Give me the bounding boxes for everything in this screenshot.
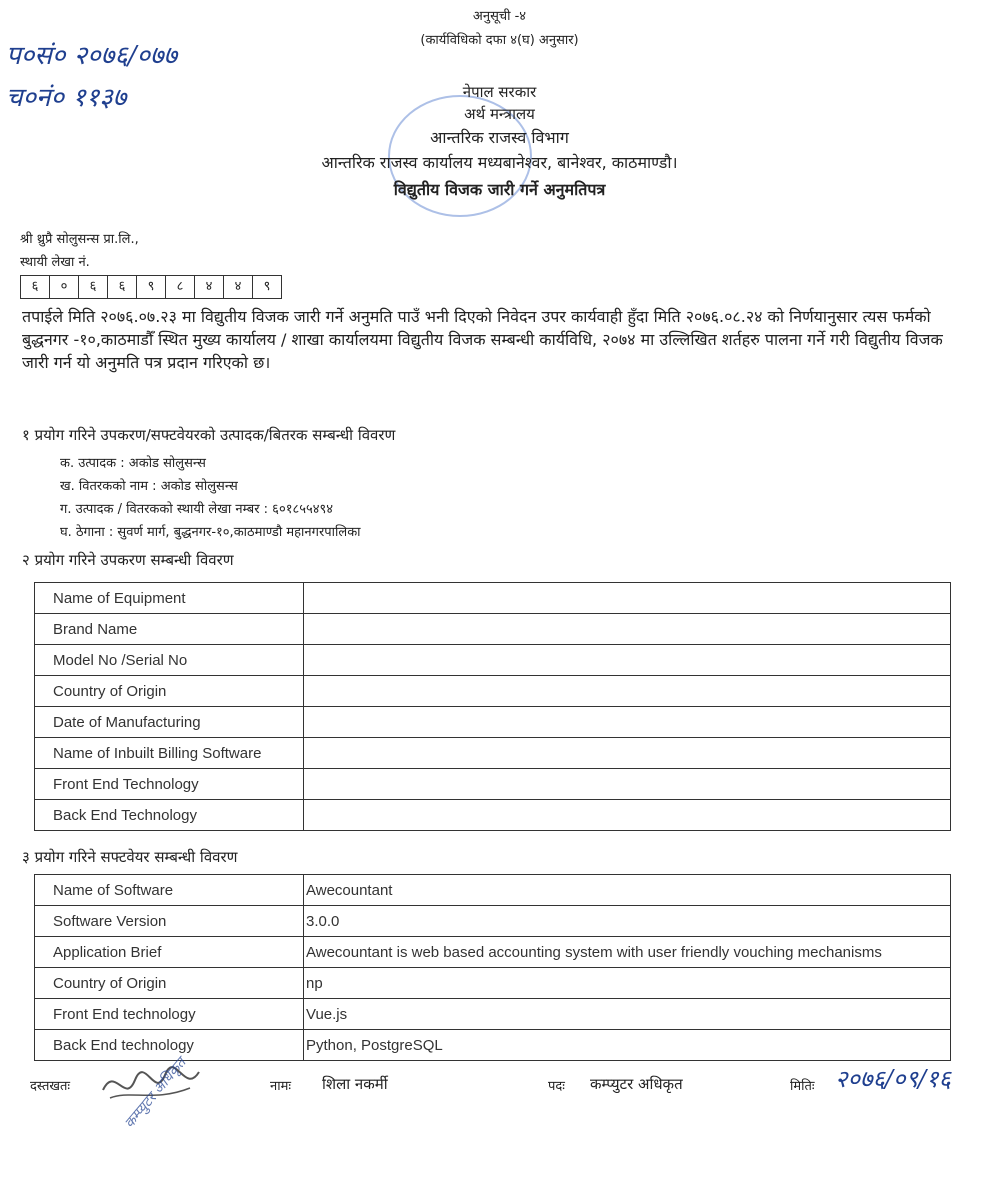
post-label: पदः (548, 1079, 565, 1094)
row-label: Country of Origin (35, 676, 304, 707)
table-row (35, 614, 951, 645)
schedule-label: अनुसूची -४ (472, 9, 527, 24)
row-value (304, 614, 951, 645)
row-label: Application Brief (35, 937, 304, 968)
pan-number-boxes (20, 275, 282, 299)
pan-digit: ६ (21, 276, 50, 298)
row-label: Front End technology (35, 999, 304, 1030)
office-name: आन्तरिक राजस्व कार्यालय मध्यबानेश्वर, बानेश्वर, काठमाण्डौ। (321, 153, 678, 172)
table-row (35, 906, 951, 937)
row-value: Awecountant is web based accounting system with user friendly vouching mechanisms (304, 937, 951, 968)
row-value: 3.0.0 (304, 906, 951, 937)
row-label: Country of Origin (35, 968, 304, 999)
table-row (35, 1030, 951, 1061)
permit-body-text: तपाईले मिति २०७६.०७.२३ मा विद्युतीय विजक जारी गर्ने अनुमति पाउँ भनी दिएको निवेदन उपर कार्यवाही हुँदा मिति २०७६.०८.२४ को निर्णयानुसार त्यस फर्मको बुद्धनगर -१०,काठमाडौँ स्थित मुख्य कार्यालय / शाखा कार्यालयमा विद्युतीय विजक सम्बन्धी कार्यविधि, २०७४ मा उल्लिखित शर्तहरु पालना गर्ने गरी विद्युतीय विजक जारी गर्न यो अनुमति पत्र प्रदान गरिएको छ। (22, 307, 943, 372)
handwritten-dispatch-number: च०नं० ११३७ (6, 83, 127, 113)
row-label: Brand Name (35, 614, 304, 645)
pan-line: ग. उत्पादक / वितरकको स्थायी लेखा नम्बर : ६०१८५५४९४ (60, 502, 334, 517)
row-value (304, 707, 951, 738)
table-row (35, 937, 951, 968)
software-table (34, 874, 951, 1061)
row-value: Vue.js (304, 999, 951, 1030)
table-row (35, 738, 951, 769)
pan-digit: ९ (137, 276, 166, 298)
handwritten-letter-number: प०सं० २०७६/०७७ (6, 41, 178, 71)
pan-label: स्थायी लेखा नं. (20, 255, 90, 270)
row-value (304, 769, 951, 800)
row-label: Software Version (35, 906, 304, 937)
pan-digit: ८ (166, 276, 195, 298)
pan-digit: ६ (108, 276, 137, 298)
table-row (35, 875, 951, 906)
pan-digit: ९ (263, 279, 271, 294)
manufacturer-line: क. उत्पादक : अकोड सोलुसन्स (60, 456, 206, 471)
table-row (35, 800, 951, 831)
row-value (304, 583, 951, 614)
signatory-post: कम्प्युटर अधिकृत (590, 1075, 683, 1093)
table-row (35, 707, 951, 738)
equipment-table (34, 582, 951, 831)
government-name: नेपाल सरकार (462, 83, 537, 101)
section1-heading: १ प्रयोग गरिने उपकरण/सफ्टवेयरको उत्पादक/बितरक सम्बन्धी विवरण (22, 426, 396, 444)
row-label: Model No /Serial No (35, 645, 304, 676)
table-row (35, 968, 951, 999)
table-row (35, 999, 951, 1030)
address-line: घ. ठेगाना : सुवर्ण मार्ग, बुद्धनगर-१०,काठमाण्डौ महानगरपालिका (60, 525, 361, 540)
pan-digit: ६ (79, 276, 108, 298)
row-label: Name of Inbuilt Billing Software (35, 738, 304, 769)
table-row (35, 676, 951, 707)
handwritten-date: २०७६/०९/१६ (835, 1065, 952, 1093)
date-label: मितिः (790, 1079, 815, 1094)
row-label: Back End technology (35, 1030, 304, 1061)
row-label: Name of Equipment (35, 583, 304, 614)
pan-digit: ० (50, 276, 79, 298)
row-value (304, 645, 951, 676)
table-row (35, 769, 951, 800)
name-label: नामः (270, 1079, 291, 1094)
row-label: Back End Technology (35, 800, 304, 831)
row-label: Name of Software (35, 875, 304, 906)
row-value: Awecountant (304, 875, 951, 906)
distributor-line: ख. वितरकको नाम : अकोड सोलुसन्स (60, 479, 238, 494)
row-value (304, 738, 951, 769)
schedule-reference: (कार्यविधिको दफा ४(घ) अनुसार) (420, 33, 579, 48)
row-label: Date of Manufacturing (35, 707, 304, 738)
recipient-name: श्री थ्रुप्रै सोलुसन्स प्रा.लि., (20, 232, 139, 247)
pan-digit: ४ (224, 276, 253, 298)
section2-heading: २ प्रयोग गरिने उपकरण सम्बन्धी विवरण (22, 551, 234, 569)
row-value (304, 676, 951, 707)
permit-title: विद्युतीय विजक जारी गर्ने अनुमतिपत्र (393, 180, 606, 199)
row-value (304, 800, 951, 831)
row-value: np (304, 968, 951, 999)
signatory-name: शिला नकर्मी (322, 1075, 388, 1093)
row-value: Python, PostgreSQL (304, 1030, 951, 1061)
ministry-name: अर्थ मन्त्रालय (464, 105, 535, 123)
signature-label: दस्तखतः (30, 1079, 71, 1094)
table-row (35, 645, 951, 676)
table-row (35, 583, 951, 614)
designation-stamp: कम्प्युटर अधिकृत (121, 1055, 190, 1132)
department-name: आन्तरिक राजस्व विभाग (430, 128, 569, 147)
section3-heading: ३ प्रयोग गरिने सफ्टवेयर सम्बन्धी विवरण (22, 848, 238, 866)
pan-digit: ४ (195, 276, 224, 298)
row-label: Front End Technology (35, 769, 304, 800)
